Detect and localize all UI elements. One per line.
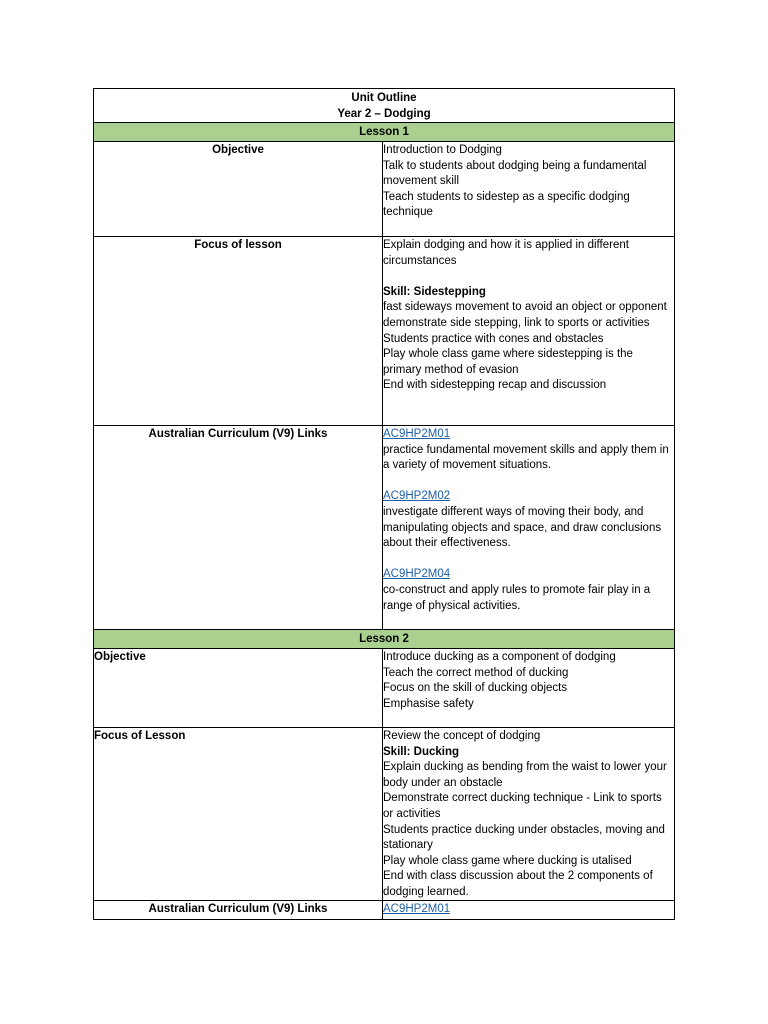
table-title [94,89,674,123]
lesson-2-objective-row [94,649,674,728]
unit-outline-table [93,88,675,920]
objective-value [383,649,674,727]
focus-intro: Explain dodging and how it is applied in different circumstances [383,239,629,267]
curriculum-value [383,901,674,919]
curriculum-description: investigate different ways of moving their body, and manipulating objects and space, and draw conclusions about their effectiveness. [383,505,662,550]
curriculum-value [383,426,674,629]
curriculum-code-link[interactable]: AC9HP2M01 [383,903,451,915]
focus-point: demonstrate side stepping, link to sports or activities [383,316,650,329]
focus-point: Students practice with cones and obstacles [383,332,604,345]
title-unit-outline: Unit Outline [351,92,417,104]
focus-point: Play whole class game where ducking is utalised [383,854,632,867]
focus-label: Focus of Lesson [94,728,383,900]
focus-point: End with sidestepping recap and discussion [383,379,607,392]
objective-line: Talk to students about dodging being a fundamental movement skill [383,159,647,188]
objective-line: Focus on the skill of ducking objects [383,682,568,695]
lesson-2-curriculum-row [94,901,674,919]
curriculum-label: Australian Curriculum (V9) Links [94,426,383,629]
lesson-1-focus-row [94,237,674,426]
focus-value [383,237,674,425]
skill-heading: Skill: Sidestepping [383,285,486,298]
focus-point: Explain ducking as bending from the waist to lower your body under an obstacle [383,761,667,789]
objective-line: Introduction to Dodging [383,144,502,156]
focus-value [383,728,674,900]
curriculum-code-link[interactable]: AC9HP2M04 [383,568,451,581]
focus-point: fast sideways movement to avoid an object or opponent [383,301,667,314]
objective-line: Teach the correct method of ducking [383,666,569,679]
objective-value [383,142,674,236]
curriculum-description: co-construct and apply rules to promote fair play in a range of physical activities. [383,583,651,612]
title-year-topic: Year 2 – Dodging [337,108,431,120]
curriculum-code-link[interactable]: AC9HP2M01 [383,428,451,440]
lesson-1-curriculum-row [94,426,674,630]
skill-heading: Skill: Ducking [383,745,460,758]
focus-point: End with class discussion about the 2 components of dodging learned. [383,870,653,898]
objective-label: Objective [94,649,383,727]
lesson-2-focus-row [94,728,674,901]
focus-point: Demonstrate correct ducking technique - Link to sports or activities [383,792,662,820]
objective-line: Teach students to sidestep as a specific dodging technique [383,190,630,219]
lesson-1-objective-row [94,142,674,237]
curriculum-label: Australian Curriculum (V9) Links [94,901,383,919]
objective-line: Introduce ducking as a component of dodging [383,651,616,663]
focus-label: Focus of lesson [94,237,383,425]
objective-line: Emphasise safety [383,697,474,710]
focus-point: Play whole class game where sidestepping is the primary method of evasion [383,348,633,376]
curriculum-description: practice fundamental movement skills and apply them in a variety of movement situations. [383,443,669,472]
objective-label: Objective [94,142,383,236]
lesson-1-heading: Lesson 1 [94,123,674,142]
lesson-2-heading: Lesson 2 [94,630,674,649]
focus-point: Students practice ducking under obstacles, moving and stationary [383,823,665,852]
focus-intro: Review the concept of dodging [383,730,541,742]
curriculum-code-link[interactable]: AC9HP2M02 [383,490,451,503]
